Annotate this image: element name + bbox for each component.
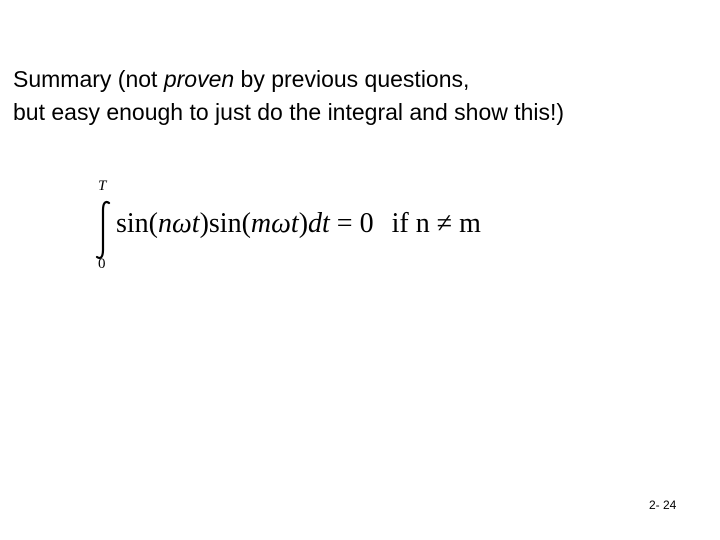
var-m: m bbox=[250, 208, 272, 239]
paren-close-1: ) bbox=[199, 208, 209, 239]
integral-sign bbox=[92, 200, 114, 260]
summary-text bbox=[13, 63, 564, 129]
summary-line-1-start: Summary (not bbox=[13, 66, 164, 92]
var-omega-1: ω bbox=[172, 208, 192, 239]
sin-m-term: sin( bbox=[208, 208, 251, 239]
condition-text: if n ≠ m bbox=[391, 208, 481, 239]
paren-close-2: ) bbox=[298, 208, 309, 239]
summary-line-1-end: by previous questions, bbox=[234, 66, 470, 92]
integrand-expression bbox=[116, 204, 481, 244]
integral-lower-limit: 0 bbox=[98, 256, 106, 272]
differential-dt: dt bbox=[308, 208, 330, 239]
equals-zero: = 0 bbox=[329, 208, 374, 239]
sin-n-term: sin( bbox=[116, 208, 158, 239]
var-t-1: t bbox=[191, 208, 200, 239]
integral-upper-limit: T bbox=[98, 178, 107, 194]
page-number: 2- 24 bbox=[649, 498, 677, 512]
summary-emphasis: proven bbox=[163, 66, 235, 92]
var-n: n bbox=[158, 208, 172, 239]
summary-line-1 bbox=[13, 63, 564, 96]
summary-line-2: but easy enough to just do the integral and show this!) bbox=[13, 99, 565, 125]
var-t-2: t bbox=[290, 208, 299, 239]
var-omega-2: ω bbox=[271, 208, 291, 239]
orthogonality-equation bbox=[92, 178, 562, 278]
